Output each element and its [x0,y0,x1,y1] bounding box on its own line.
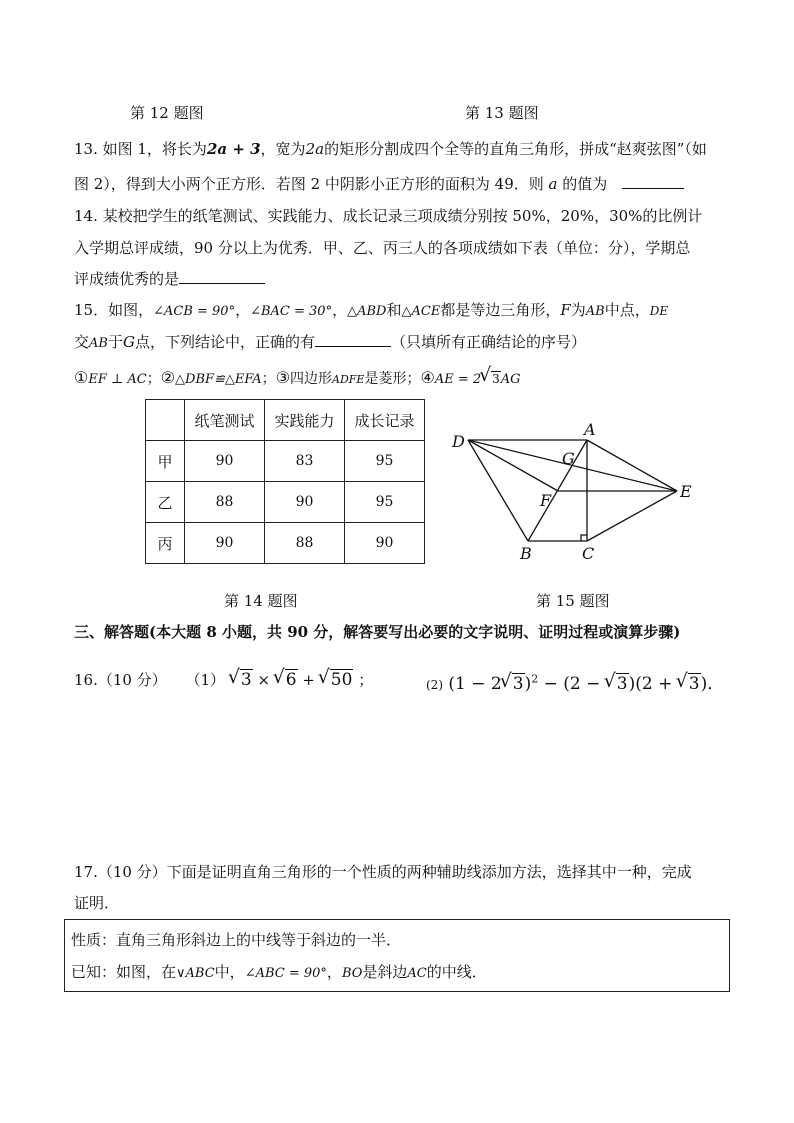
table-header-cell [146,400,185,441]
label-b: B [520,544,532,563]
q16-text: ； [358,671,374,689]
conclusion-4: AG [500,372,521,387]
q15-segment-ab: AB [89,336,108,351]
q13-length-expr: 2a + 3 [206,140,261,158]
table-cell: 90 [185,441,265,482]
q16-part-1-label: （1） [185,671,226,689]
figure-15-diagram [440,418,710,568]
q15-text: ； [261,371,276,387]
q15-point-g: G [122,333,135,351]
table-header-cell: 实践能力 [265,400,345,441]
conclusion-3: 是菱形； [364,371,421,387]
q13-text: 图 2），得到大小两个正方形．若图 2 中阴影小正方形的面积为 49．则 [74,175,544,193]
q15-point-f: F [560,301,571,319]
conclusion-3: 四边形 [290,371,333,387]
q16-radical-50 [320,670,354,690]
table-row [146,482,425,523]
question-17-line-2: 证明． [74,894,120,912]
table-row [146,523,425,564]
question-15-conclusions [74,366,734,392]
q16-expr: )． [700,674,725,694]
label-g: G [562,449,575,468]
table-row [146,441,425,482]
q15-triangle-abd: △ABD [347,304,387,319]
table-cell: 88 [265,523,345,564]
q16-operator: × [257,671,271,689]
score-table [145,399,425,564]
property-statement: 性质：直角三角形斜边上的中线等于斜边的一半． [71,931,402,949]
q16-expr: (1 − 2 [448,674,502,694]
label-e: E [680,482,692,501]
question-14-line-3 [74,267,734,291]
table-cell: 88 [185,482,265,523]
q15-answer-blank[interactable] [315,331,391,347]
q13-text: 的矩形分割成四个全等的直角三角形，拼成“赵爽弦图”（如 [324,140,707,158]
given-text: 已知：如图，在 [71,963,177,981]
segment-ce [587,491,677,541]
q13-text: 的值为 [562,175,608,193]
segment-ae [587,440,677,491]
label-a: A [584,420,596,439]
q13-text: ，宽为 [260,140,306,158]
segment-df [468,440,558,491]
q15-text: 中点， [604,301,650,319]
right-angle-mark [581,535,587,541]
q15-text: 15．如图， [74,301,154,319]
q16-radical [678,674,701,694]
caption-figure-15: 第 15 题图 [536,592,610,610]
q15-text: 和 [386,301,402,319]
table-cell: 甲 [146,441,185,482]
table-header-cell: 纸笔测试 [185,400,265,441]
q14-text: 评成绩优秀的是 [74,270,180,288]
conclusion-4-radicand: 3 [492,372,500,386]
q15-angle-acb: ∠ACB = 90° [153,304,236,319]
q14-answer-blank[interactable] [179,268,265,284]
q15-text: （只填所有正确结论的序号） [390,333,586,351]
label-d: D [452,432,465,451]
table-cell: 95 [345,441,425,482]
given-text: 的中线． [426,963,487,981]
conclusion-3-quad: ADFE [332,373,365,386]
question-15-line-1 [74,298,734,324]
question-17-line-1: 17.（10 分）下面是证明直角三角形的一个性质的两种辅助线添加方法，选择其中一种，完成 [74,863,692,881]
question-16-part-2 [426,669,724,694]
property-box [64,919,730,992]
q16-exponent: 2 [531,672,539,686]
q15-text: 于 [107,333,123,351]
q16-label: 16.（10 分） [74,671,167,689]
caption-figure-14: 第 14 题图 [224,592,298,610]
q13-answer-blank[interactable] [622,173,684,189]
q13-width-expr: 2a [305,140,325,158]
q16-part-2-label: (2) [426,678,443,692]
table-cell: 90 [345,523,425,564]
given-text: 中， [214,963,245,981]
conclusion-4-marker: ④ [420,368,435,387]
q16-operator: + [302,671,315,689]
q15-text: 为 [570,301,586,319]
q15-triangle-ace: △ACE [401,304,441,319]
conclusion-4-radical [481,367,501,391]
table-cell: 乙 [146,482,185,523]
segment-db [468,440,528,541]
q16-radicand: 3 [616,674,628,694]
q15-text: ， [332,301,348,319]
given-triangle: ∨ABC [176,966,215,981]
caption-figure-13: 第 13 题图 [465,104,539,122]
label-c: C [582,544,595,563]
q16-radical-3 [230,670,253,690]
q16-radical [606,674,629,694]
question-15-line-2 [74,330,734,356]
q15-text: ； [146,371,161,387]
table-cell: 丙 [146,523,185,564]
q16-expr: )(2 + [628,674,678,694]
q16-radicand: 50 [330,670,353,690]
q16-radical [502,674,525,694]
q16-radical-6 [275,670,298,690]
q16-radicand: 3 [240,670,252,690]
table-cell: 90 [185,523,265,564]
q15-text: 交 [74,333,90,351]
conclusion-1: EF ⊥ AC [88,372,147,387]
q16-radicand: 6 [285,670,297,690]
conclusion-3-marker: ③ [275,368,291,387]
table-cell: 90 [265,482,345,523]
conclusion-4: AE = 2 [434,372,482,387]
q16-radicand: 3 [512,674,524,694]
table-header-cell: 成长记录 [345,400,425,441]
table-cell: 95 [345,482,425,523]
q13-text: 13. 如图 1，将长为 [74,140,207,158]
given-text: 是斜边 [362,963,408,981]
q16-expr: ) [524,674,532,694]
q15-text: 都是等边三角形， [440,301,561,319]
section-3-heading: 三、解答题(本大题 8 小题，共 90 分，解答要写出必要的文字说明、证明过程或演算步骤) [74,623,681,641]
question-13-line-1 [74,137,734,161]
q15-segment-ab: AB [585,304,605,319]
table-header-row [146,400,425,441]
conclusion-2-marker: ② [160,368,176,387]
given-segment-ac: AC [407,966,427,981]
question-14-line-1: 14. 某校把学生的纸笔测试、实践能力、成长记录三项成绩分别按 50%，20%，30%的比例计 [74,207,703,225]
q15-segment-de: DE [649,304,669,318]
label-f: F [540,491,552,510]
q15-text: ， [235,301,251,319]
given-text: ， [326,963,342,981]
conclusion-1-marker: ① [74,368,89,387]
question-13-line-2 [74,172,734,196]
q15-angle-bac: ∠BAC = 30° [250,304,333,319]
table-cell: 83 [265,441,345,482]
q16-expr: − (2 − [538,674,606,694]
q13-variable: a [548,175,558,193]
conclusion-2: △DBF≌△EFA [175,372,262,387]
question-16 [74,669,373,690]
question-14-line-2: 入学期总评成绩，90 分以上为优秀．甲、乙、丙三人的各项成绩如下表（单位：分），学期总 [74,239,691,257]
given-statement [71,961,487,982]
q15-text: 点，下列结论中，正确的有 [134,333,315,351]
given-segment-bo: BO [341,966,363,981]
given-angle: ∠ABC = 90° [244,966,327,981]
caption-figure-12: 第 12 题图 [130,104,204,122]
q16-radicand: 3 [688,674,700,694]
